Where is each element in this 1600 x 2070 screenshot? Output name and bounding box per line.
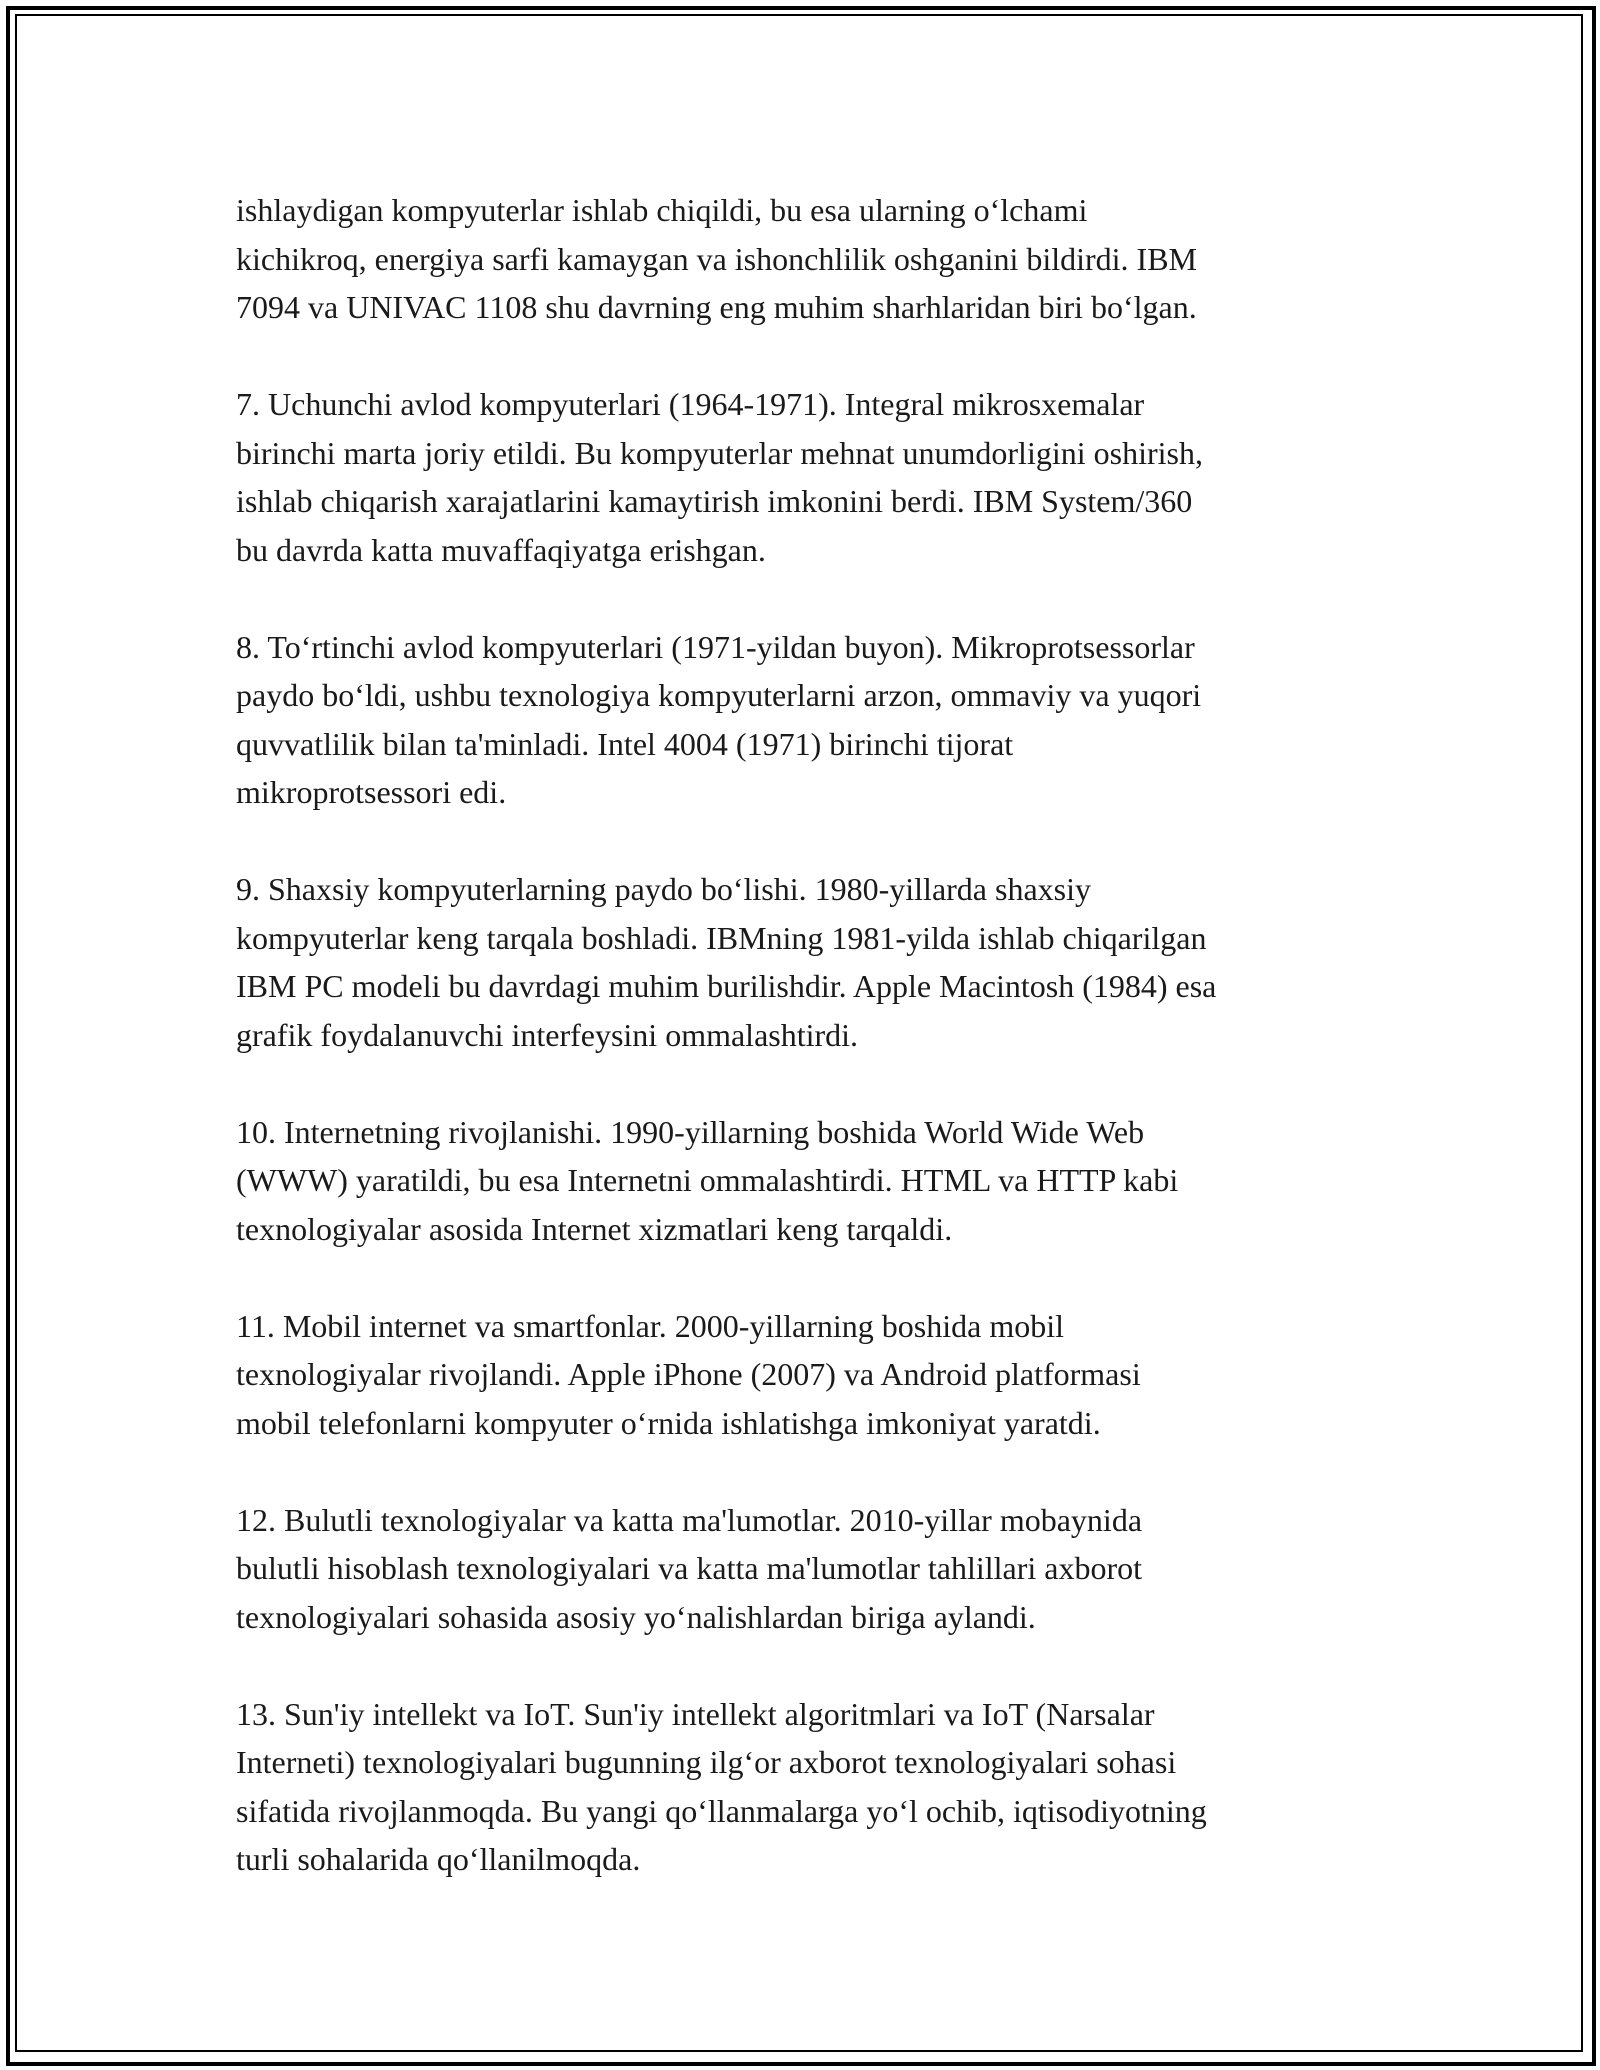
text-line: kompyuterlar keng tarqala boshladi. IBMning 1981-yilda ishlab chiqarilgan xyxy=(236,919,1207,956)
text-line: texnologiyalari sohasida asosiy yo‘nalishlardan biriga aylandi. xyxy=(236,1598,1036,1635)
paragraph-fourth-generation xyxy=(236,623,1396,817)
text-line: sifatida rivojlanmoqda. Bu yangi qo‘llanmalarga yo‘l ochib, iqtisodiyotning xyxy=(236,1792,1207,1829)
text-line: ishlaydigan kompyuterlar ishlab chiqildi, bu esa ularning o‘lchami xyxy=(236,192,1088,228)
text-line: bulutli hisoblash texnologiyalari va katta ma'lumotlar tahlillari axborot xyxy=(236,1550,1142,1586)
text-line: 9. Shaxsiy kompyuterlarning paydo bo‘lishi. 1980-yillarda shaxsiy xyxy=(236,871,1091,907)
paragraph-personal-computers xyxy=(236,865,1396,1059)
paragraph-cloud-big-data xyxy=(236,1496,1396,1642)
text-line: mikroprotsessori edi. xyxy=(236,774,507,810)
paragraph-second-generation xyxy=(236,186,1396,332)
text-line: IBM PC modeli bu davrdagi muhim burilishdir. Apple Macintosh (1984) esa xyxy=(236,968,1217,1004)
text-line: 8. To‘rtinchi avlod kompyuterlari (1971-yildan buyon). Mikroprotsessorlar xyxy=(236,628,1195,665)
text-line: 13. Sun'iy intellekt va IoT. Sun'iy intellekt algoritmlari va IoT (Narsalar xyxy=(236,1695,1155,1732)
text-line: quvvatlilik bilan ta'minladi. Intel 4004 (1971) birinchi tijorat xyxy=(236,725,1014,762)
text-line: kichikroq, energiya sarfi kamaygan va ishonchlilik oshganini bildirdi. IBM xyxy=(236,240,1197,277)
text-line: 12. Bulutli texnologiyalar va katta ma'lumotlar. 2010-yillar mobaynida xyxy=(236,1501,1143,1538)
paragraph-mobile xyxy=(236,1302,1396,1448)
paragraph-third-generation xyxy=(236,380,1396,574)
text-line: mobil telefonlarni kompyuter o‘rnida ishlatishga imkoniyat yaratdi. xyxy=(236,1404,1101,1441)
text-line: (WWW) yaratildi, bu esa Internetni ommalashtirdi. HTML va HTTP kabi xyxy=(236,1162,1179,1198)
text-line: bu davrda katta muvaffaqiyatga erishgan. xyxy=(236,531,766,568)
text-line: 10. Internetning rivojlanishi. 1990-yillarning boshida World Wide Web xyxy=(236,1113,1145,1150)
text-line: 11. Mobil internet va smartfonlar. 2000-yillarning boshida mobil xyxy=(236,1307,1065,1344)
text-line: paydo bo‘ldi, ushbu texnologiya kompyuterlarni arzon, ommaviy va yuqori xyxy=(236,677,1202,713)
text-line: texnologiyalar rivojlandi. Apple iPhone (2007) va Android platformasi xyxy=(236,1356,1141,1392)
text-line: grafik foydalanuvchi interfeysini ommalashtirdi. xyxy=(236,1016,859,1053)
text-line: 7. Uchunchi avlod kompyuterlari (1964-1971). Integral mikrosxemalar xyxy=(236,386,1145,422)
paragraph-ai-iot xyxy=(236,1690,1396,1884)
text-line: birinchi marta joriy etildi. Bu kompyuterlar mehnat unumdorligini oshirish, xyxy=(236,434,1203,471)
text-line: turli sohalarida qo‘llanilmoqda. xyxy=(236,1841,641,1877)
text-line: ishlab chiqarish xarajatlarini kamaytirish imkonini berdi. IBM System/360 xyxy=(236,483,1193,519)
text-line: texnologiyalar asosida Internet xizmatlari keng tarqaldi. xyxy=(236,1210,953,1247)
text-line: Interneti) texnologiyalari bugunning ilg‘or axborot texnologiyalari sohasi xyxy=(236,1744,1177,1780)
text-line: 7094 va UNIVAC 1108 shu davrning eng muhim sharhlaridan biri bo‘lgan. xyxy=(236,289,1197,325)
paragraph-internet xyxy=(236,1108,1396,1254)
document-body xyxy=(236,186,1396,1932)
